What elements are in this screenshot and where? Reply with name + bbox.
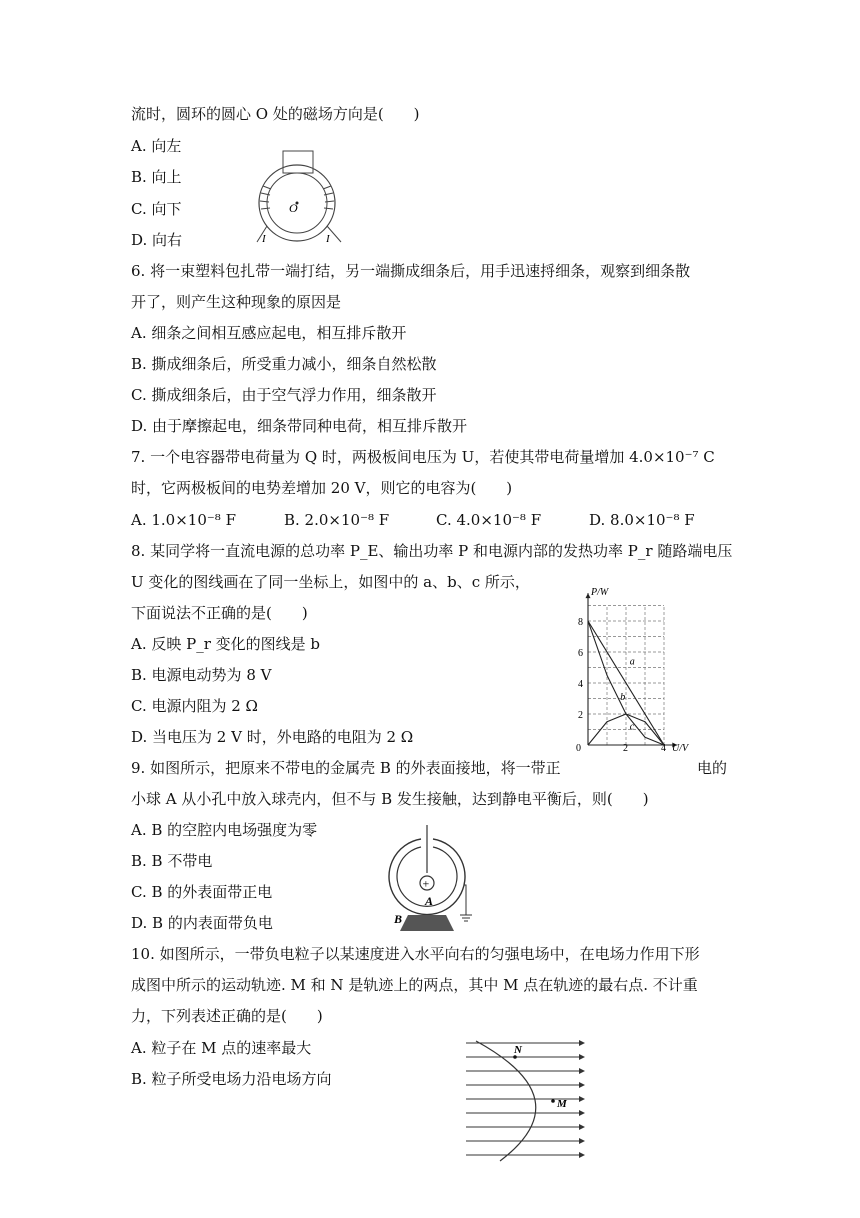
q6-option-a: A. 细条之间相互感应起电，相互排斥散开 bbox=[131, 324, 407, 342]
center-label: O bbox=[289, 201, 298, 215]
q6-option-b: B. 撕成细条后，所受重力减小，细条自然松散 bbox=[131, 355, 437, 373]
label-b: B bbox=[394, 912, 403, 926]
series-label-b: b bbox=[620, 692, 626, 704]
q7-option-b: B. 2.0×10⁻⁸ F bbox=[284, 511, 390, 529]
series-label-c: c bbox=[629, 721, 635, 733]
q6-stem-line1: 6. 将一束塑料包扎带一端打结，另一端撕成细条后，用手迅速捋细条，观察到细条散 bbox=[131, 262, 691, 280]
q10-stem-line3: 力，下列表述正确的是( ) bbox=[131, 1007, 323, 1025]
q8-stem-line3: 下面说法不正确的是( ) bbox=[131, 604, 308, 622]
x-tick-label: 2 bbox=[623, 743, 628, 754]
label-m: M bbox=[557, 1098, 567, 1110]
coil-frame bbox=[283, 151, 313, 173]
q9-option-b: B. B 不带电 bbox=[131, 852, 213, 870]
q9-stem-line1b: 电的 bbox=[697, 759, 728, 777]
y-tick-label: 6 bbox=[578, 648, 583, 659]
q5-stem: 流时，圆环的圆心 O 处的磁场方向是( ) bbox=[131, 105, 420, 123]
q5-option-a: A. 向左 bbox=[131, 137, 182, 155]
q6-option-d: D. 由于摩擦起电，细条带同种电荷，相互排斥散开 bbox=[131, 417, 468, 435]
q8-option-a: A. 反映 P_r 变化的图线是 b bbox=[131, 635, 321, 653]
q6-stem-line2: 开了，则产生这种现象的原因是 bbox=[131, 293, 342, 311]
toroid-coil-figure bbox=[245, 146, 350, 246]
q8-stem-line2: U 变化的图线画在了同一坐标上，如图中的 a、b、c 所示， bbox=[131, 573, 530, 591]
ground-symbol bbox=[460, 915, 472, 921]
q8-option-b: B. 电源电动势为 8 V bbox=[131, 666, 272, 684]
y-tick-label: 8 bbox=[578, 617, 583, 628]
q5-option-c: C. 向下 bbox=[131, 200, 182, 218]
q9-stem-line2: 小球 A 从小孔中放入球壳内，但不与 B 发生接触，达到静电平衡后，则( ) bbox=[131, 790, 649, 808]
q10-stem-line2: 成图中所示的运动轨迹. M 和 N 是轨迹上的两点，其中 M 点在轨迹的最右点. 不计重 bbox=[131, 976, 698, 994]
particle-trajectory bbox=[476, 1041, 536, 1161]
ground-wire bbox=[464, 885, 466, 915]
q9-option-a: A. B 的空腔内电场强度为零 bbox=[131, 821, 318, 839]
q10-option-b: B. 粒子所受电场力沿电场方向 bbox=[131, 1070, 332, 1088]
q5-option-d: D. 向右 bbox=[131, 231, 183, 249]
q9-option-d: D. B 的内表面带负电 bbox=[131, 914, 273, 932]
q10-stem-line1: 10. 如图所示，一带负电粒子以某速度进入水平向右的匀强电场中，在电场力作用下形 bbox=[131, 945, 700, 963]
point-m bbox=[551, 1099, 555, 1103]
q7-stem-line2: 时，它两极板间的电势差增加 20 V，则它的电容为( ) bbox=[131, 479, 513, 497]
y-axis-arrow bbox=[586, 593, 591, 598]
q7-option-a: A. 1.0×10⁻⁸ F bbox=[131, 511, 236, 529]
q6-option-c: C. 撕成细条后，由于空气浮力作用，细条散开 bbox=[131, 386, 437, 404]
q8-option-c: C. 电源内阻为 2 Ω bbox=[131, 697, 258, 715]
x-tick-label: 0 bbox=[576, 743, 581, 754]
q7-stem-line1: 7. 一个电容器带电荷量为 Q 时，两极板间电压为 U，若使其带电荷量增加 4.0×10⁻⁷ C bbox=[131, 448, 715, 466]
y-tick-label: 2 bbox=[578, 710, 583, 721]
q5-option-b: B. 向上 bbox=[131, 168, 182, 186]
x-tick-label: 4 bbox=[661, 743, 666, 754]
q7-option-c: C. 4.0×10⁻⁸ F bbox=[436, 511, 542, 529]
q9-option-c: C. B 的外表面带正电 bbox=[131, 883, 273, 901]
insulating-stand bbox=[400, 915, 454, 931]
x-axis-label: U/V bbox=[672, 743, 689, 754]
plus-sign: + bbox=[422, 876, 430, 891]
q7-option-d: D. 8.0×10⁻⁸ F bbox=[589, 511, 695, 529]
power-voltage-chart bbox=[562, 578, 702, 758]
y-tick-label: 4 bbox=[578, 679, 583, 690]
label-a: A bbox=[425, 894, 434, 908]
label-n: N bbox=[514, 1044, 522, 1056]
electric-field-figure bbox=[462, 1037, 588, 1165]
q10-option-a: A. 粒子在 M 点的速率最大 bbox=[131, 1039, 312, 1057]
q8-stem-line1: 8. 某同学将一直流电源的总功率 P_E、输出功率 P 和电源内部的发热功率 P_r 随路端电压 bbox=[131, 542, 733, 560]
metal-shell-figure bbox=[388, 823, 488, 935]
series-label-a: a bbox=[629, 656, 635, 668]
current-label-left: I bbox=[262, 233, 266, 245]
q9-stem-line1a: 9. 如图所示，把原来不带电的金属壳 B 的外表面接地，将一带正 bbox=[131, 759, 561, 777]
q8-option-d: D. 当电压为 2 V 时，外电路的电阻为 2 Ω bbox=[131, 728, 414, 746]
current-label-right: I bbox=[326, 233, 330, 245]
y-axis-label: P/W bbox=[591, 587, 609, 599]
